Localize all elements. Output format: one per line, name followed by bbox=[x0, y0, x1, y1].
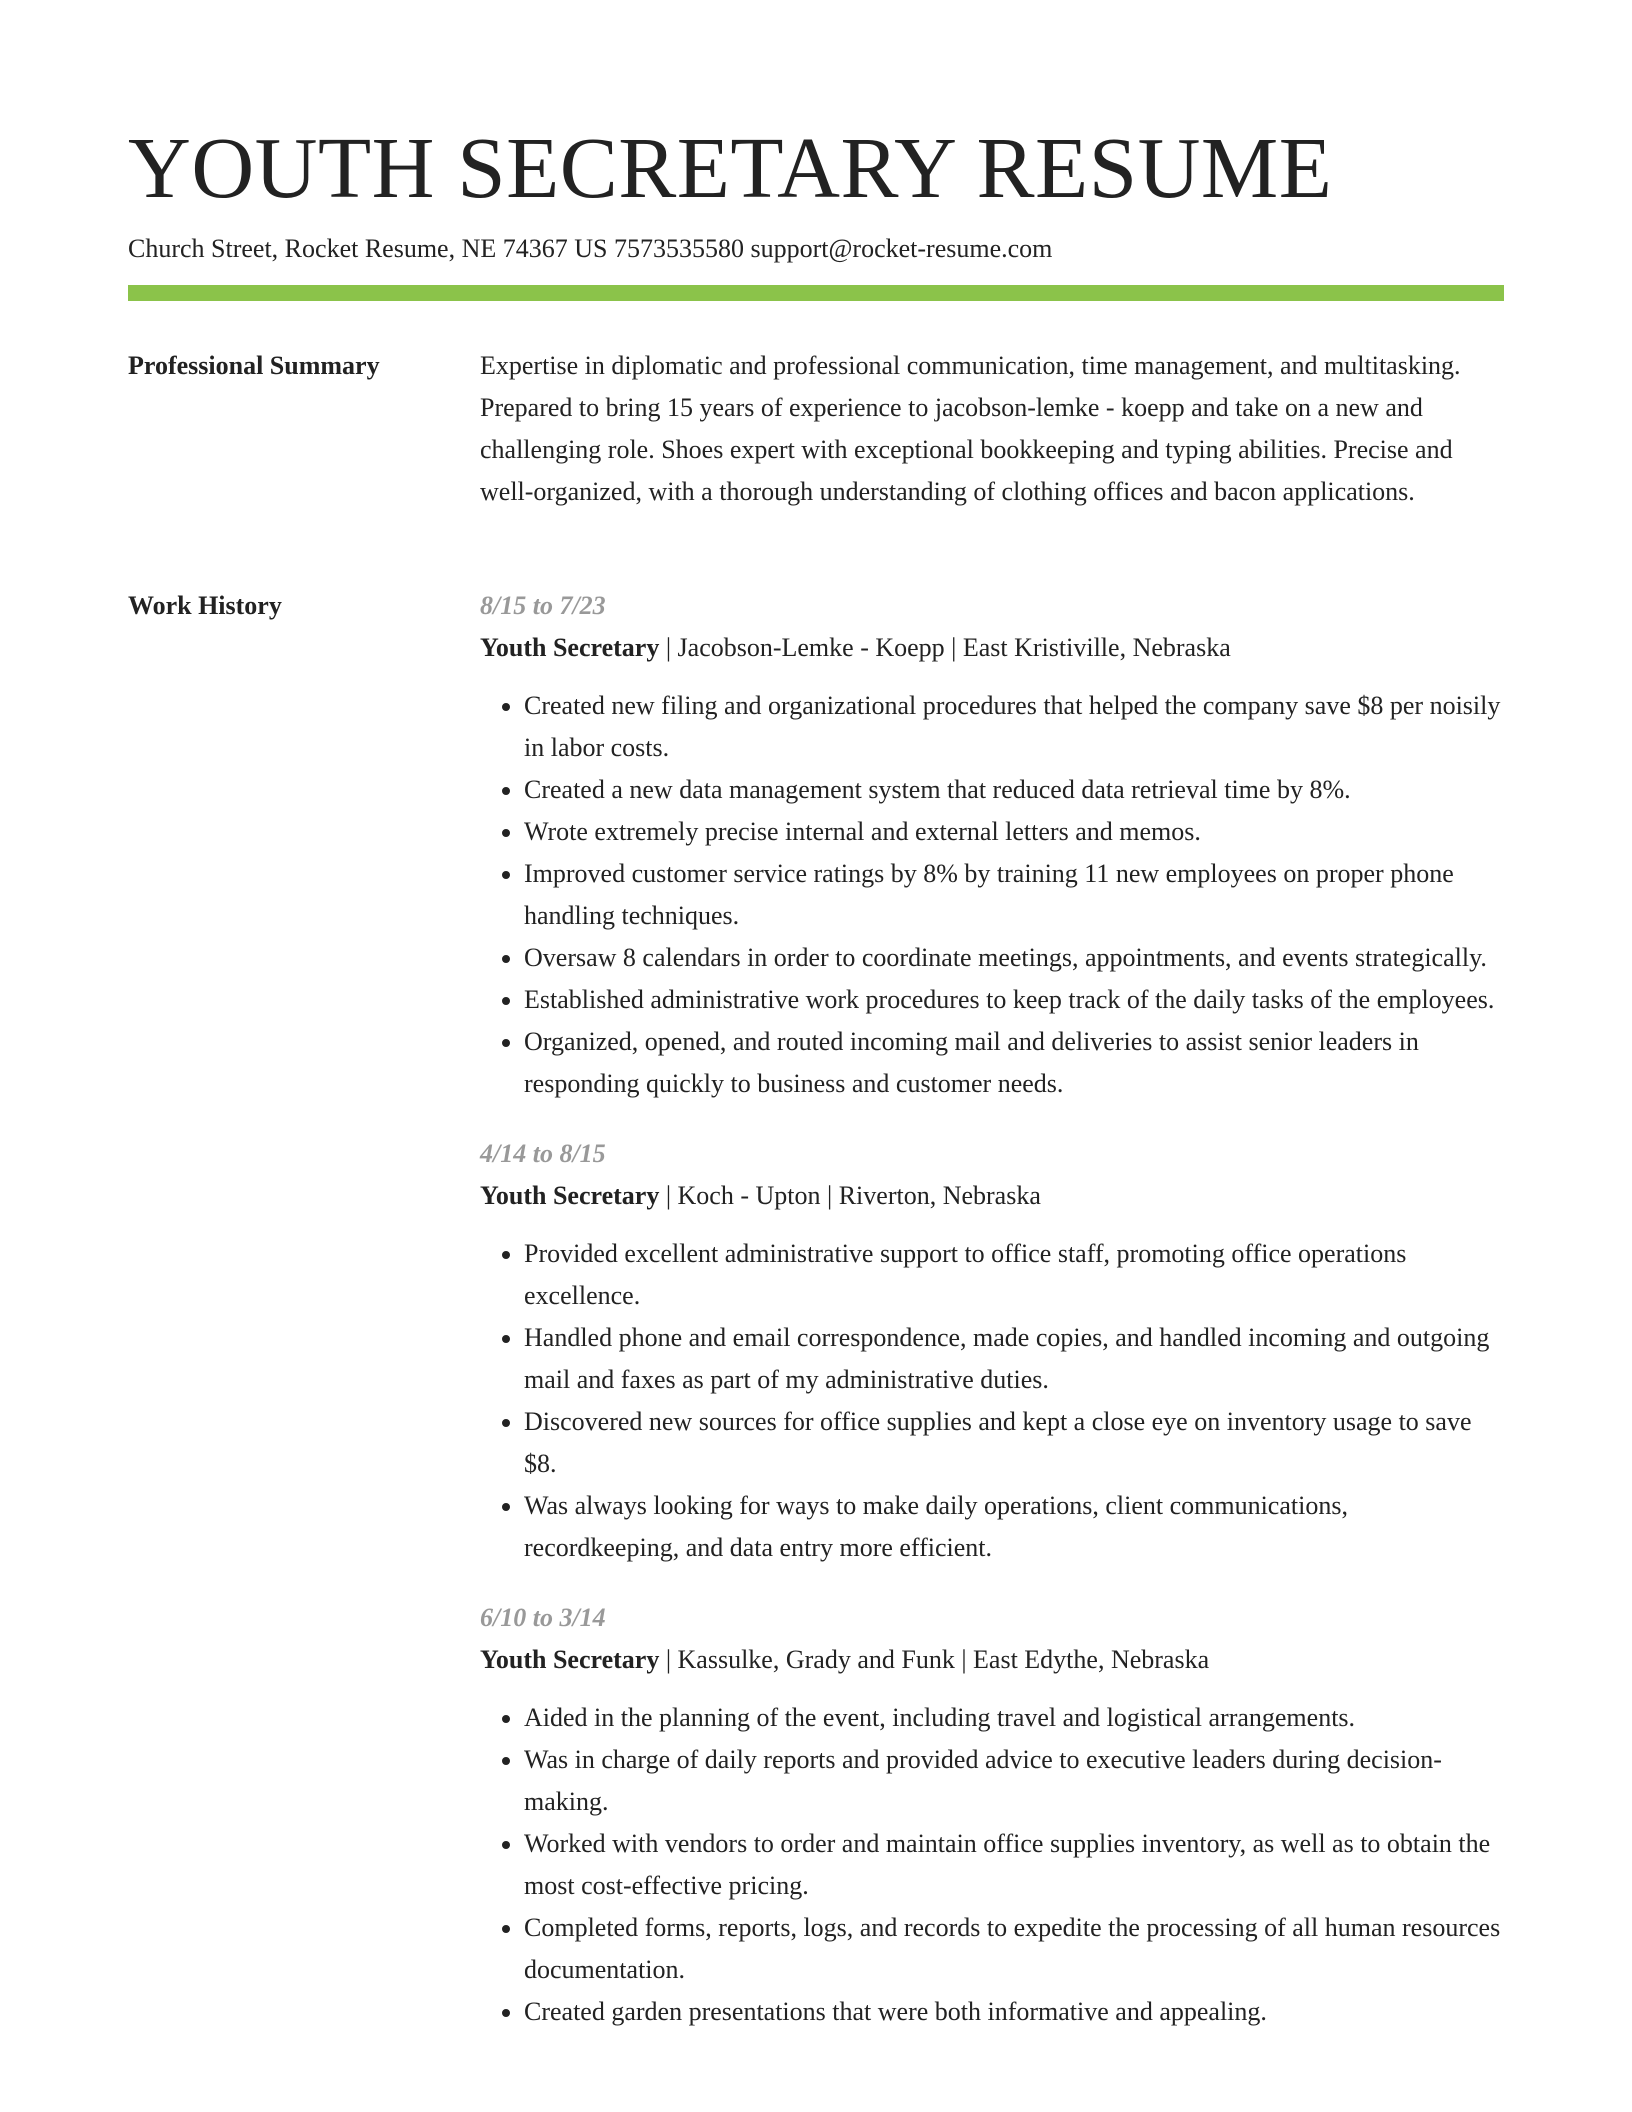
job-heading bbox=[480, 627, 1504, 669]
job-bullet: • Was always looking for ways to make daily operations, client communications, recordkeeping, and data entry more efficient. bbox=[524, 1485, 1504, 1569]
job-heading bbox=[480, 1639, 1504, 1681]
job-bullet: • Provided excellent administrative support to office staff, promoting office operations excellence. bbox=[524, 1233, 1504, 1317]
job-heading bbox=[480, 1175, 1504, 1217]
section-label-work-history: Work History bbox=[128, 591, 282, 620]
job-bullet: • Aided in the planning of the event, including travel and logistical arrangements. bbox=[524, 1697, 1504, 1739]
job-dates: 4/14 to 8/15 bbox=[480, 1139, 606, 1168]
job-entry bbox=[480, 585, 1504, 1105]
resume-title: YOUTH SECRETARY RESUME bbox=[128, 119, 1333, 216]
job-bullet-list bbox=[480, 685, 1504, 1105]
job-bullet: • Established administrative work procedures to keep track of the daily tasks of the employees. bbox=[524, 979, 1504, 1021]
job-title: Youth Secretary bbox=[480, 633, 660, 662]
section-label-summary: Professional Summary bbox=[128, 351, 380, 380]
job-entry bbox=[480, 1133, 1504, 1569]
job-bullet: • Worked with vendors to order and maintain office supplies inventory, as well as to obtain the most cost-effective pricing. bbox=[524, 1823, 1504, 1907]
job-details: | Koch - Upton | Riverton, Nebraska bbox=[659, 1181, 1041, 1210]
job-dates: 8/15 to 7/23 bbox=[480, 591, 606, 620]
job-bullet: • Wrote extremely precise internal and external letters and memos. bbox=[524, 811, 1504, 853]
summary-body bbox=[480, 345, 1504, 513]
job-bullet: • Organized, opened, and routed incoming mail and deliveries to assist senior leaders in responding quickly to business and customer needs. bbox=[524, 1021, 1504, 1105]
job-bullet: • Was in charge of daily reports and provided advice to executive leaders during decision-making. bbox=[524, 1739, 1504, 1823]
job-bullet-list bbox=[480, 1233, 1504, 1569]
job-bullet: • Created new filing and organizational procedures that helped the company save $8 per noisily in labor costs. bbox=[524, 685, 1504, 769]
summary-text: Expertise in diplomatic and professional communication, time management, and multitasking. Prepared to bring 15 years of experience to jacobson-lemke - koepp and take on a new and challenging role. Shoes expert with exceptional bookkeeping and typing abilities. Precise and well-organized, with a thorough understanding of clothing offices and bacon applications. bbox=[480, 351, 1461, 506]
work-history-body bbox=[480, 585, 1504, 2061]
job-details: | Kassulke, Grady and Funk | East Edythe, Nebraska bbox=[659, 1645, 1210, 1674]
job-bullet: • Discovered new sources for office supplies and kept a close eye on inventory usage to save $8. bbox=[524, 1401, 1504, 1485]
job-bullet: • Handled phone and email correspondence, made copies, and handled incoming and outgoing mail and faxes as part of my administrative duties. bbox=[524, 1317, 1504, 1401]
job-bullet: • Oversaw 8 calendars in order to coordinate meetings, appointments, and events strategically. bbox=[524, 937, 1504, 979]
job-details: | Jacobson-Lemke - Koepp | East Kristiville, Nebraska bbox=[659, 633, 1231, 662]
job-bullet: • Created garden presentations that were both informative and appealing. bbox=[524, 1991, 1504, 2033]
contact-line: Church Street, Rocket Resume, NE 74367 US 7573535580 support@rocket-resume.com bbox=[128, 234, 1053, 263]
job-bullet-list bbox=[480, 1697, 1504, 2033]
job-title: Youth Secretary bbox=[480, 1181, 660, 1210]
job-bullet: • Improved customer service ratings by 8% by training 11 new employees on proper phone handling techniques. bbox=[524, 853, 1504, 937]
job-entry bbox=[480, 1597, 1504, 2033]
job-dates: 6/10 to 3/14 bbox=[480, 1603, 606, 1632]
header-divider bbox=[128, 285, 1504, 301]
job-bullet: • Completed forms, reports, logs, and records to expedite the processing of all human resources documentation. bbox=[524, 1907, 1504, 1991]
job-bullet: • Created a new data management system that reduced data retrieval time by 8%. bbox=[524, 769, 1504, 811]
job-title: Youth Secretary bbox=[480, 1645, 660, 1674]
